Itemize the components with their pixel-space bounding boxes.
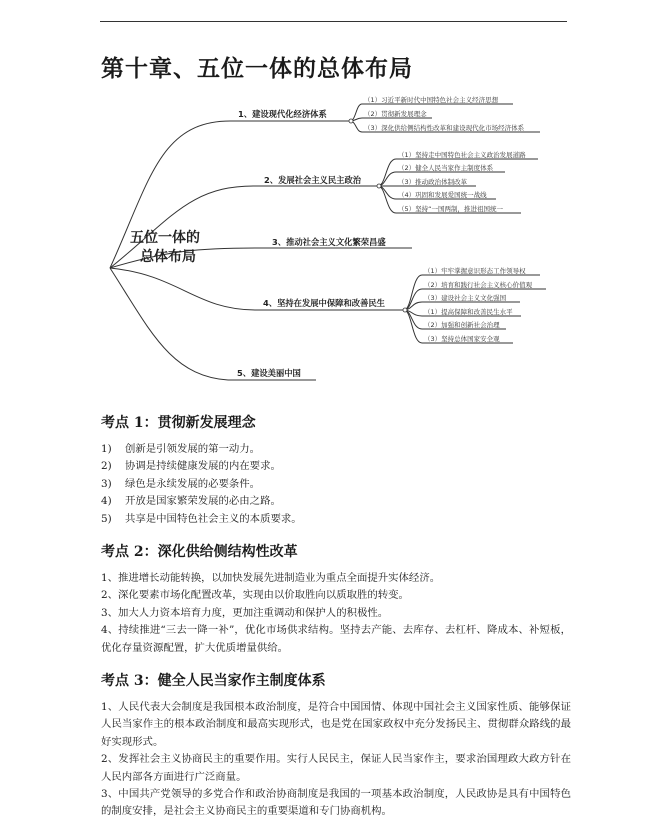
paragraph: 3、加大人力资本培育力度，更加注重调动和保护人的积极性。 bbox=[101, 606, 389, 619]
connector-root-branch5 bbox=[110, 268, 228, 380]
node-dot-branch1 bbox=[349, 119, 353, 123]
paragraph: 2、深化要素市场化配置改革，实现由以价取胜向以质取胜的转变。 bbox=[101, 589, 409, 602]
list-item-text: 绿色是永续发展的必要条件。 bbox=[125, 477, 261, 490]
list-item bbox=[101, 493, 571, 510]
list-item-text: 开放是国家繁荣发展的必由之路。 bbox=[125, 495, 281, 508]
mindmap-leaf: （1）牢牢掌握意识形态工作领导权 bbox=[424, 267, 526, 275]
list-item-text: 创新是引领发展的第一动力。 bbox=[125, 443, 261, 455]
paragraph: 1、人民代表大会制度是我国根本政治制度，是符合中国国情、体现中国社会主义国家性质、能够保证人民当家作主的根本政治制度和最高实现形式，也是党在国家政权中充分发扬民主、贯彻群众路线的最好实现形式。 bbox=[101, 701, 571, 748]
kaodian-3-title: 考点 3：健全人民当家作主制度体系 bbox=[101, 673, 326, 689]
node-dot-branch4 bbox=[403, 308, 407, 312]
kaodian-1-list bbox=[101, 441, 571, 528]
kaodian-1-section bbox=[101, 412, 571, 528]
mindmap-leaf: （5）坚持“一国两制，推进祖国统一 bbox=[398, 205, 504, 213]
mindmap-leaf: （4）巩固和发展爱国统一战线 bbox=[398, 191, 487, 199]
list-item-number: 2) bbox=[101, 460, 112, 473]
mindmap-leaf: （1）坚持走中国特色社会主义政治发展道路 bbox=[398, 151, 526, 159]
mindmap-leaf: （3）深化供给侧结构性改革和建设现代化市场经济体系 bbox=[364, 124, 525, 132]
mindmap-branch-4: 4、坚持在发展中保障和改善民生 bbox=[263, 298, 385, 308]
paragraph: 4、持续推进“三去一降一补”，优化市场供求结构。坚持去产能、去库存、去杠杆、降成本、补短板，优化存量资源配置，扩大优质增量供给。 bbox=[101, 624, 571, 654]
mindmap-leaf: （1）习近平新时代中国特色社会主义经济思想 bbox=[364, 96, 499, 104]
mindmap-leaf: （1）提高保障和改善民生水平 bbox=[424, 308, 513, 316]
mindmap-leaf: （2）健全人民当家作主制度体系 bbox=[398, 164, 494, 172]
paragraph: 1、推进增长动能转换，以加快发展先进制造业为重点全面提升实体经济。 bbox=[101, 572, 441, 584]
mindmap-leaf: （2）培育和践行社会主义核心价值观 bbox=[424, 281, 533, 289]
list-item-number: 5) bbox=[101, 512, 112, 525]
mindmap-leaf: （2）加强和创新社会治理 bbox=[424, 321, 500, 329]
list-item-text: 共享是中国特色社会主义的本质要求。 bbox=[125, 512, 302, 525]
kaodian-3-section bbox=[101, 670, 571, 821]
list-item-text: 协调是持续健康发展的内在要求。 bbox=[125, 460, 281, 473]
mindmap-root-line2: 总体布局 bbox=[140, 249, 196, 265]
kaodian-2-title: 考点 2：深化供给侧结构性改革 bbox=[101, 544, 298, 560]
list-item bbox=[101, 511, 571, 528]
list-item-number: 4) bbox=[101, 495, 112, 508]
list-item bbox=[101, 458, 571, 475]
kaodian-1-title: 考点 1：贯彻新发展理念 bbox=[101, 415, 256, 431]
list-item-number: 1) bbox=[101, 443, 112, 455]
mindmap-branch-2: 2、发展社会主义民主政治 bbox=[264, 175, 362, 185]
mindmap-leaf: （3）推动政治体制改革 bbox=[398, 178, 468, 186]
mindmap-branch-5: 5、建设美丽中国 bbox=[237, 368, 301, 378]
mindmap-leaf: （2）贯彻新发展理念 bbox=[364, 110, 427, 118]
paragraph: 2、发挥社会主义协商民主的重要作用。实行人民民主，保证人民当家作主，要求治国理政大政方针在人民内部各方面进行广泛商量。 bbox=[101, 753, 571, 783]
mindmap bbox=[0, 0, 668, 400]
mindmap-branch-3: 3、推动社会主义文化繁荣昌盛 bbox=[272, 237, 386, 247]
node-dot-branch2 bbox=[377, 184, 381, 188]
list-item bbox=[101, 441, 571, 458]
mindmap-leaf: （3）坚持总体国家安全观 bbox=[424, 335, 500, 343]
chapter-title: 第十章、五位一体的总体布局 bbox=[101, 55, 413, 82]
mindmap-branch-1: 1、建设现代化经济体系 bbox=[238, 109, 327, 119]
list-item-number: 3) bbox=[101, 477, 112, 490]
list-item bbox=[101, 476, 571, 493]
kaodian-2-section bbox=[101, 541, 571, 657]
mindmap-leaf: （3）建设社会主义文化强国 bbox=[424, 294, 507, 302]
paragraph: 3、中国共产党领导的多党合作和政治协商制度是我国的一项基本政治制度，人民政协是具有中国特色的制度安排，是社会主义协商民主的重要渠道和专门协商机构。 bbox=[101, 788, 571, 818]
mindmap-root-line1: 五位一体的 bbox=[130, 230, 200, 246]
